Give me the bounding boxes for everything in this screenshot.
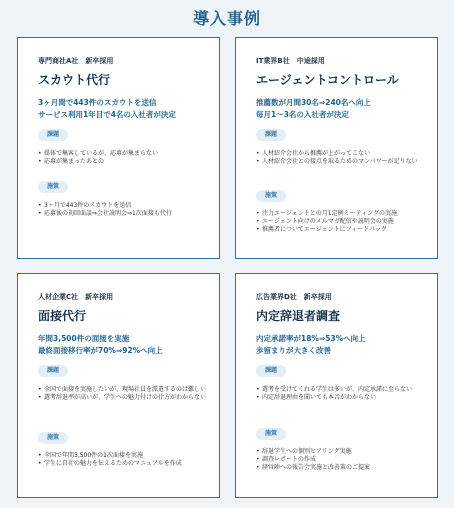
case-company: 人材企業C社 新卒採用 <box>38 293 114 301</box>
case-card-a <box>17 37 220 259</box>
list-item: • 選考辞退率が高いが、学生への魅力付けの仕方がわからない <box>38 394 208 402</box>
list-item: • 学生に自社の魅力を伝えるためのマニュアルを作成 <box>38 460 208 468</box>
list-item: • 内定辞退理由を聞いても本音がわからない <box>256 394 426 402</box>
measure-badge: 施策 <box>256 190 286 202</box>
case-card-b <box>235 37 438 259</box>
measure-list <box>38 202 208 218</box>
list-item: • 選考を受けてくれる学生は多いが、内定承諾に至らない <box>256 386 426 394</box>
case-result: 年間3,500件の面接を実施 最終面接移行率が70%⇒92%へ向上 <box>38 334 163 355</box>
list-item: • 応募後の初回面談⇒会社説明会⇒1次面接も代行 <box>38 210 208 218</box>
case-service-title: スカウト代行 <box>38 73 111 87</box>
list-item: • 経営陣への報告会実施と改善策のご提案 <box>256 464 426 472</box>
measure-badge: 施策 <box>256 428 286 440</box>
issue-badge: 課題 <box>38 365 68 377</box>
issue-list <box>256 386 426 402</box>
issue-list <box>256 150 426 166</box>
issue-badge: 課題 <box>256 129 286 141</box>
list-item: • 人材紹介会社との接点を取るためのマンパワーが足りない <box>256 158 426 166</box>
list-item: • エージェント向けのメルマガ配信や説明会の実施 <box>256 218 426 226</box>
list-item: • 調査レポートの作成 <box>256 456 426 464</box>
issue-badge: 課題 <box>256 365 286 377</box>
list-item: • 媒体で集客しているが、応募が集まらない <box>38 150 208 158</box>
list-item: • 3ヶ月で443件のスカウトを送信 <box>38 202 208 210</box>
list-item: • 推薦者についてエージェントにフィードバック <box>256 226 426 234</box>
case-service-title: 内定辞退者調査 <box>256 309 341 323</box>
case-card-d <box>235 273 438 498</box>
issue-list <box>38 150 208 166</box>
issue-badge: 課題 <box>38 129 68 141</box>
measure-list <box>256 448 426 472</box>
list-item: • 人材紹介会社から推薦が上がってこない <box>256 150 426 158</box>
case-card-c <box>17 273 220 498</box>
list-item: • 注力エージェントとの月1定例ミーティングの実施 <box>256 210 426 218</box>
measure-list <box>256 210 426 234</box>
measure-list <box>38 452 208 468</box>
measure-badge: 施策 <box>38 181 68 193</box>
issue-list <box>38 386 208 402</box>
measure-badge: 施策 <box>38 432 68 444</box>
list-item: • 全国で年間3,500件の1次面接を実施 <box>38 452 208 460</box>
case-company: 広告業界D社 新卒採用 <box>256 293 332 301</box>
case-result: 推薦数が月間30名⇒240名へ向上 毎月1〜3名の入社者が決定 <box>256 98 371 119</box>
page-title: 導入事例 <box>192 9 261 28</box>
list-item: • 辞退学生への個別ヒアリング実施 <box>256 448 426 456</box>
case-result: 内定承諾率が18%⇒53%へ向上 歩留まりが大きく改善 <box>256 334 366 355</box>
list-item: • 応募が集まったあとの <box>38 158 208 166</box>
case-service-title: 面接代行 <box>38 309 87 323</box>
case-service-title: エージェントコントロール <box>256 73 399 87</box>
case-company: IT業界B社 中途採用 <box>256 57 325 65</box>
case-company: 専門商社A社 新卒採用 <box>38 57 114 65</box>
case-result: 3ヶ月間で443件のスカウトを送信 サービス利用1年目で4名の入社者が決定 <box>38 98 176 119</box>
list-item: • 全国で面接を実施したいが、現場社員を派遣するのは難しい <box>38 386 208 394</box>
